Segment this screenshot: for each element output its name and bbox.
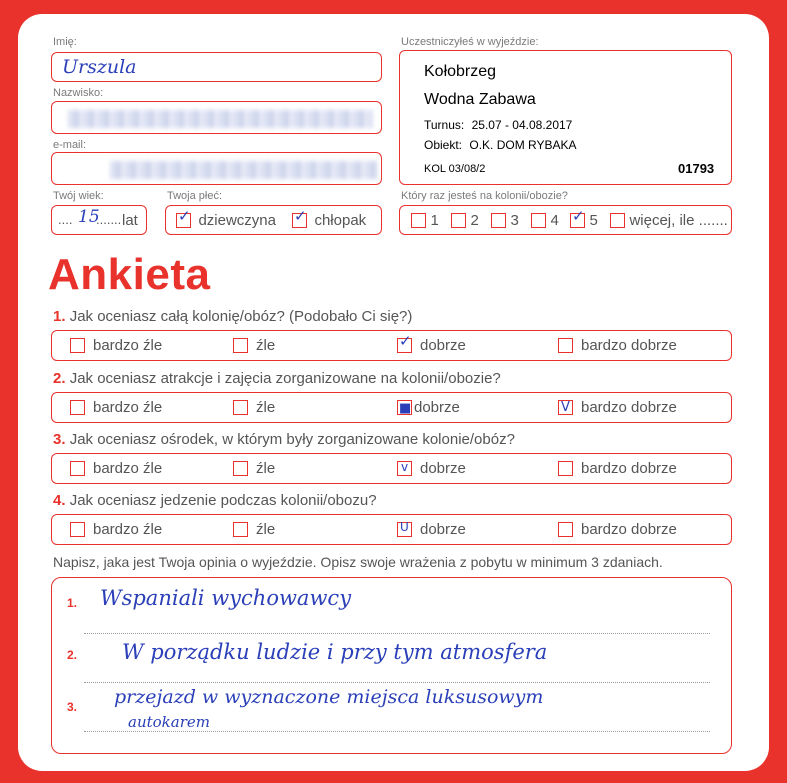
question-3-number: 3. — [53, 431, 66, 448]
times-more-checkbox[interactable] — [610, 213, 625, 228]
age-label: Twój wiek: — [53, 190, 104, 202]
q1-very-good-label: bardzo dobrze — [581, 337, 677, 354]
times-option-more[interactable] — [610, 212, 728, 230]
q2-bad-label: źle — [256, 399, 276, 416]
times-option-1[interactable] — [411, 212, 439, 230]
q2-very-good-mark: V — [561, 400, 570, 415]
q1-option-very-bad[interactable] — [70, 331, 162, 360]
question-3-options — [51, 453, 732, 484]
opinion-line-3-text: przejazd w wyznaczone miejsca luksusowym — [114, 686, 544, 708]
q2-option-very-good[interactable] — [558, 393, 677, 422]
times-2-checkbox[interactable] — [451, 213, 466, 228]
name-field[interactable] — [51, 52, 382, 82]
times-option-3[interactable] — [491, 212, 519, 230]
q1-option-good[interactable] — [397, 331, 466, 360]
q4-very-good-checkbox[interactable] — [558, 522, 573, 537]
question-2-text: Jak oceniasz atrakcje i zajęcia zorganizowane na kolonii/obozie? — [69, 370, 501, 387]
opinion-line-1-number: 1. — [67, 596, 78, 610]
times-2-label: 2 — [470, 212, 479, 229]
email-label: e-mail: — [53, 139, 87, 151]
q1-bad-label: źle — [256, 337, 276, 354]
question-2-options — [51, 392, 732, 423]
q4-option-good[interactable] — [397, 515, 466, 544]
opinion-rule-1 — [84, 633, 710, 634]
times-4-label: 4 — [550, 212, 559, 229]
trip-number: 01793 — [678, 161, 715, 176]
gender-option-boy[interactable] — [292, 207, 367, 230]
gender-label: Twoja płeć: — [167, 190, 223, 202]
q3-option-good[interactable] — [397, 454, 466, 483]
times-5-checkbox[interactable]: ✓ — [570, 213, 585, 228]
email-field[interactable] — [51, 152, 382, 185]
boy-checkbox[interactable]: ✓ — [292, 213, 307, 228]
q4-very-bad-checkbox[interactable] — [70, 522, 85, 537]
question-4-text: Jak oceniasz jedzenie podczas kolonii/obozu? — [69, 492, 377, 509]
q1-very-bad-checkbox[interactable] — [70, 338, 85, 353]
opinion-line-2-number: 2. — [67, 648, 78, 662]
q4-very-good-label: bardzo dobrze — [581, 521, 677, 538]
q2-option-very-bad[interactable] — [70, 393, 162, 422]
age-unit: lat — [122, 212, 138, 229]
question-1-number: 1. — [53, 308, 66, 325]
turnus-value: 25.07 - 04.08.2017 — [471, 118, 573, 132]
times-option-5[interactable] — [570, 207, 598, 230]
surname-field[interactable] — [51, 101, 382, 134]
q1-good-mark: ✓ — [399, 332, 412, 350]
trip-name: Wodna Zabawa — [424, 91, 536, 108]
surname-label: Nazwisko: — [53, 87, 104, 99]
q4-good-mark: U — [400, 520, 409, 534]
obiekt-label: Obiekt: — [424, 138, 463, 152]
question-1-text: Jak oceniasz całą kolonię/obóz? (Podobało Ci się?) — [69, 308, 413, 325]
question-2 — [53, 370, 501, 387]
question-1 — [53, 308, 412, 325]
question-3 — [53, 431, 515, 448]
q4-bad-label: źle — [256, 521, 276, 538]
q2-good-label: dobrze — [414, 399, 460, 416]
q1-good-checkbox[interactable] — [397, 332, 412, 353]
q4-option-very-bad[interactable] — [70, 515, 162, 544]
trip-info-box — [399, 50, 732, 185]
question-3-text: Jak oceniasz ośrodek, w którym były zorganizowane kolonie/obóz? — [69, 431, 515, 448]
q4-good-label: dobrze — [420, 521, 466, 538]
times-1-label: 1 — [430, 212, 439, 229]
opinion-line-2-text: W porządku ludzie i przy tym atmosfera — [122, 640, 548, 664]
opinion-prompt: Napisz, jaka jest Twoja opinia o wyjeździe. Opisz swoje wrażenia z pobytu w minimum 3 zdaniach. — [53, 554, 663, 570]
q4-very-bad-label: bardzo źle — [93, 521, 163, 538]
opinion-line-3-continuation: autokarem — [128, 713, 210, 731]
q2-bad-checkbox[interactable] — [233, 400, 248, 415]
age-value: 15 — [78, 207, 100, 227]
age-dots-before: .... — [58, 212, 73, 227]
turnus — [424, 118, 572, 132]
q2-good-checkbox[interactable] — [397, 400, 412, 415]
q1-good-label: dobrze — [420, 337, 466, 354]
q2-option-good[interactable] — [397, 393, 460, 422]
obiekt — [424, 138, 577, 152]
q3-good-label: dobrze — [420, 460, 466, 477]
name-label: Imię: — [53, 36, 77, 48]
gender-option-girl[interactable] — [176, 207, 276, 230]
q2-very-good-label: bardzo dobrze — [581, 399, 677, 416]
opinion-line-1-text: Wspaniali wychowawcy — [100, 586, 352, 610]
q3-option-bad[interactable] — [233, 454, 275, 483]
opinion-rule-2 — [84, 682, 710, 683]
q3-bad-checkbox[interactable] — [233, 461, 248, 476]
q4-option-very-good[interactable] — [558, 515, 677, 544]
q4-option-bad[interactable] — [233, 515, 275, 544]
times-1-checkbox[interactable] — [411, 213, 426, 228]
times-5-label: 5 — [589, 212, 598, 229]
q4-bad-checkbox[interactable] — [233, 522, 248, 537]
times-label: Który raz jesteś na kolonii/obozie? — [401, 190, 568, 202]
opinion-box[interactable] — [51, 577, 732, 754]
redacted-email — [110, 161, 378, 179]
q1-option-bad[interactable] — [233, 331, 275, 360]
trip-city: Kołobrzeg — [424, 63, 497, 80]
q1-very-good-checkbox[interactable] — [558, 338, 573, 353]
question-4-options — [51, 514, 732, 545]
q4-good-checkbox[interactable] — [397, 522, 412, 537]
trip-code: KOL 03/08/2 — [424, 163, 486, 175]
name-value: Urszula — [62, 56, 137, 78]
q3-very-good-checkbox[interactable] — [558, 461, 573, 476]
question-1-options — [51, 330, 732, 361]
redacted-surname — [68, 110, 373, 128]
q1-bad-checkbox[interactable] — [233, 338, 248, 353]
girl-checkbox[interactable]: ✓ — [176, 213, 191, 228]
girl-label: dziewczyna — [198, 212, 276, 229]
boy-label: chłopak — [314, 212, 367, 229]
age-dots-after: ....... — [96, 212, 122, 227]
times-3-checkbox[interactable] — [491, 213, 506, 228]
q3-option-very-good[interactable] — [558, 454, 677, 483]
q3-option-very-bad[interactable] — [70, 454, 162, 483]
q3-very-good-label: bardzo dobrze — [581, 460, 677, 477]
q2-very-bad-label: bardzo źle — [93, 399, 163, 416]
turnus-label: Turnus: — [424, 118, 465, 132]
q1-very-bad-label: bardzo źle — [93, 337, 163, 354]
opinion-line-3-number: 3. — [67, 700, 78, 714]
times-4-checkbox[interactable] — [531, 213, 546, 228]
q1-option-very-good[interactable] — [558, 331, 677, 360]
q3-good-mark: v — [401, 460, 409, 474]
age-field[interactable] — [51, 205, 147, 235]
times-option-4[interactable] — [531, 212, 559, 230]
survey-title: Ankieta — [48, 250, 211, 299]
q2-option-bad[interactable] — [233, 393, 275, 422]
q2-very-bad-checkbox[interactable] — [70, 400, 85, 415]
times-group — [399, 205, 732, 235]
question-2-number: 2. — [53, 370, 66, 387]
obiekt-value: O.K. DOM RYBAKA — [469, 138, 577, 152]
opinion-rule-3 — [84, 731, 710, 732]
q3-good-checkbox[interactable] — [397, 461, 412, 476]
question-4 — [53, 492, 377, 509]
times-3-label: 3 — [510, 212, 519, 229]
question-4-number: 4. — [53, 492, 66, 509]
gender-group — [165, 205, 382, 235]
times-option-2[interactable] — [451, 212, 479, 230]
q3-very-bad-checkbox[interactable] — [70, 461, 85, 476]
q3-bad-label: źle — [256, 460, 276, 477]
times-more-label: więcej, ile ....... — [629, 212, 728, 229]
q2-good-mark: ■ — [399, 401, 412, 416]
q3-very-bad-label: bardzo źle — [93, 460, 163, 477]
q2-very-good-checkbox[interactable] — [558, 400, 573, 415]
trip-label: Uczestniczyłeś w wyjeździe: — [401, 36, 539, 48]
